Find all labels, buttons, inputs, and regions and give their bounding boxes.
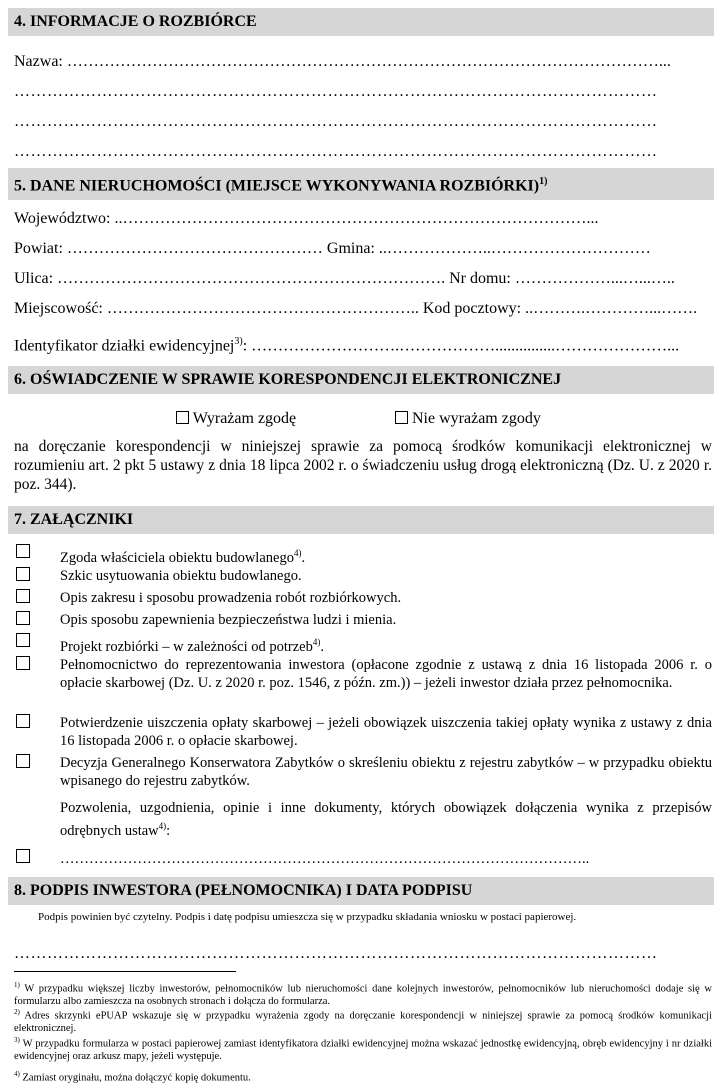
attachment-other-description: Pozwolenia, uzgodnienia, opinie i inne dokumenty, których obowiązek dołączenia wynika z przepisów odrębnych ustaw$^{4)}$: — [60, 800, 712, 839]
consent-description: na doręczanie korespondencji w niniejszej sprawie za pomocą środków komunikacji elektronicznej w rozumieniu art. 2 pkt 5 ustawy z dnia 18 lipca 2002 r. o świadczeniu usług drogą elektroniczną (Dz. U. z 2020 r. poz. 344). — [14, 438, 712, 493]
attachment-checkbox-5[interactable] — [16, 633, 30, 647]
section-6-header — [8, 366, 714, 394]
footnote-4: $^{4)}$ Zamiast oryginału, można dołączyć kopię dokumentu. — [14, 1070, 251, 1084]
name-continuation-line-1[interactable]: ……………………………………………………………………………………………………… — [14, 83, 658, 100]
name-dots: …………………………………………………………………………………………………... — [66, 53, 671, 70]
ulica-nr-domu-field[interactable]: Ulica: ………………………………………………………………. Nr domu: ………………...…...….. — [14, 270, 675, 287]
identyfikator-footnote-ref: 3) — [234, 336, 243, 347]
attachment-item-6: Pełnomocnictwo do reprezentowania inwestora (opłacone zgodnie z ustawą z dnia 16 listopada 2006 r. o opłacie skarbowej (Dz. U. z 2020 r. poz. 1546, z późn. zm.)) – jeżeli inwestor działa przez pełnomocnika. — [60, 657, 712, 691]
attachment-checkbox-other[interactable] — [16, 849, 30, 863]
attachment-checkbox-4[interactable] — [16, 611, 30, 625]
consent-no-label: Nie wyrażam zgody — [412, 410, 541, 427]
section-5-footnote-ref: 1) — [539, 176, 548, 187]
section-5-header — [8, 168, 714, 200]
attachment-checkbox-1[interactable] — [16, 544, 30, 558]
section-5-title: 5. DANE NIERUCHOMOŚCI (MIEJSCE WYKONYWANIA ROZBIÓRKI) — [14, 177, 540, 195]
name-field[interactable] — [14, 52, 714, 72]
miejscowosc-kod-field[interactable]: Miejscowość: ………………………………………………….. Kod pocztowy: ..……….…………...……. — [14, 300, 698, 317]
attachment-other-field[interactable]: ……………………………………………………………………………………………….. — [60, 851, 590, 867]
identyfikator-dzialki-field[interactable] — [14, 332, 714, 356]
section-7-title: 7. ZAŁĄCZNIKI — [14, 511, 134, 528]
signature-field[interactable]: ……………………………………………………………………………………………………… — [14, 945, 658, 962]
consent-no-option[interactable] — [395, 409, 541, 429]
consent-yes-checkbox[interactable] — [176, 411, 189, 424]
powiat-gmina-field[interactable]: Powiat: ………………………………………… Gmina: ..………………..………………………… — [14, 240, 651, 257]
section-4-header — [8, 8, 714, 36]
attachment-item-5: Projekt rozbiórki – w zależności od potrzeb$^{4)}$. — [60, 637, 324, 655]
footnote-3: $^{3)}$ W przypadku formularza w postaci papierowej zamiast identyfikatora działki ewidencyjnej można wskazać jednostkę ewidencyjną, obręb ewidencyjny i nr działki ewidencyjnej oraz arkusz mapy, jeżeli występuje. — [14, 1036, 712, 1062]
section-7-header — [8, 506, 714, 534]
footnote-divider — [14, 971, 236, 972]
name-label: Nazwa: — [14, 53, 67, 70]
attachment-checkbox-3[interactable] — [16, 589, 30, 603]
attachment-item-7: Potwierdzenie uiszczenia opłaty skarbowej – jeżeli obowiązek uiszczenia takiej opłaty wynika z ustawy z dnia 16 listopada 2006 r. o opłacie skarbowej. — [60, 715, 712, 749]
identyfikator-label: Identyfikator działki ewidencyjnej — [14, 337, 235, 355]
attachment-checkbox-7[interactable] — [16, 714, 30, 728]
section-4-title: 4. INFORMACJE O ROZBIÓRCE — [14, 13, 257, 30]
footnote-2: $^{2)}$ Adres skrzynki ePUAP wskazuje się w przypadku wyrażenia zgody na doręczanie korespondencji w niniejszej sprawie za pomocą środków komunikacji elektronicznej. — [14, 1008, 712, 1034]
name-continuation-line-2[interactable]: ……………………………………………………………………………………………………… — [14, 113, 658, 130]
attachment-checkbox-2[interactable] — [16, 567, 30, 581]
name-continuation-line-3[interactable]: ……………………………………………………………………………………………………… — [14, 143, 658, 160]
attachment-checkbox-8[interactable] — [16, 754, 30, 768]
attachment-item-3: Opis zakresu i sposobu prowadzenia robót rozbiórkowych. — [60, 590, 402, 606]
wojewodztwo-field[interactable]: Województwo: ..……………………………………………………………………………... — [14, 210, 599, 227]
footnote-1: $^{1)}$ W przypadku większej liczby inwestorów, pełnomocników lub nieruchomości dane kolejnych inwestorów, pełnomocników lub nieruchomości dodaje się w formularzu albo zamieszcza na osobnych stronach i dołącza do formularza. — [14, 981, 712, 1007]
attachment-item-8: Decyzja Generalnego Konserwatora Zabytków o skreśleniu obiektu z rejestru zabytków – w przypadku obiektu wpisanego do rejestru zabytków. — [60, 755, 712, 789]
attachment-item-2: Szkic usytuowania obiektu budowlanego. — [60, 568, 302, 584]
consent-yes-option[interactable] — [176, 409, 296, 429]
section-8-header — [8, 877, 714, 905]
consent-yes-label: Wyrażam zgodę — [192, 410, 297, 427]
section-8-title: 8. PODPIS INWESTORA (PEŁNOMOCNIKA) I DATA PODPISU — [14, 882, 473, 899]
consent-no-checkbox[interactable] — [395, 411, 408, 424]
section-6-title: 6. OŚWIADCZENIE W SPRAWIE KORESPONDENCJI ELEKTRONICZNEJ — [14, 371, 562, 388]
attachment-item-1: Zgoda właściciela obiektu budowlanego$^{4)}$. — [60, 548, 306, 566]
identyfikator-dots: : ……………………….………………...............…………………... — [242, 337, 680, 355]
attachment-item-4: Opis sposobu zapewnienia bezpieczeństwa ludzi i mienia. — [60, 612, 397, 628]
signature-note: Podpis powinien być czytelny. Podpis i datę podpisu umieszcza się w przypadku składania wniosku w postaci papierowej. — [38, 911, 577, 923]
attachment-checkbox-6[interactable] — [16, 656, 30, 670]
